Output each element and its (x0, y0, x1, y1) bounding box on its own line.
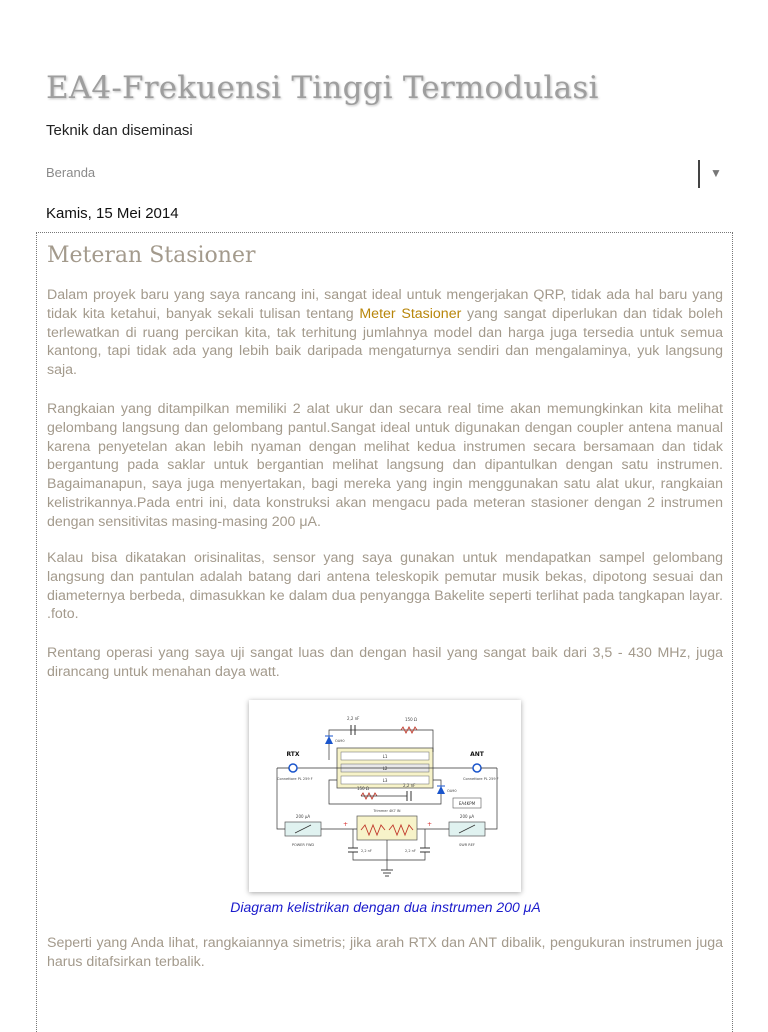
cap-mid-label: 2,2 nF (403, 783, 416, 788)
power-label: POWER FWD (291, 843, 315, 847)
svg-text:+: + (343, 821, 349, 828)
svg-text:+: + (427, 821, 433, 828)
blog-title[interactable]: EA4-Frekuensi Tinggi Termodulasi (46, 70, 599, 106)
meter-right-label: 200 μA (459, 814, 475, 819)
circuit-diagram-image[interactable] (249, 700, 521, 892)
nav-bar (46, 164, 722, 190)
line-label-l1: L1 (382, 754, 388, 759)
circuit-diagram (257, 708, 513, 884)
p1-text-after: yang sangat diperlukan dan tidak boleh terlewatkan di ruang percikan kita, tak terhitung jumlahnya model dan harga juga tersedia untuk semua kantong, tapi tidak ada yang lebih baik daripada mengaturnya sendiri dan mengalaminya, yuk langsung saja. (47, 305, 723, 379)
paragraph-2: Rangkaian yang ditampilkan memiliki 2 alat ukur dan secara real time akan memungkinkan kita melihat gelombang langsung dan gelombang pantul.Sangat ideal untuk digunakan dengan coupler antena manual karena penyetelan akan lebih nyaman dengan melihat kedua instrumen secara bersamaan dan tidak bergantung pada saklar untuk bergantian melihat langsung dan dipantulkan dengan satu instrumen. Bagaimanapun, saya juga menyertakan, bagi mereka yang ingin menggunakan satu alat ukur, rangkaian kelistrikannya.Pada entri ini, data konstruksi akan mengacu pada meteran stasioner dengan 2 instrumen dengan sensitivitas masing-masing 200 μA. (47, 401, 723, 530)
line-label-l2: L2 (382, 766, 388, 771)
post-container (36, 232, 733, 1032)
nav-home-link[interactable]: Beranda (46, 165, 96, 180)
diode-top-label: OA90 (335, 739, 345, 743)
swr-label: SWR REF (459, 843, 475, 847)
post-date: Kamis, 15 Mei 2014 (46, 205, 179, 222)
nav-divider (698, 160, 700, 188)
figure-caption: Diagram kelistrikan dengan dua instrumen 200 μA (230, 899, 541, 915)
conn-left-label: Connettore PL 259 F (277, 777, 313, 781)
paragraph-3: Kalau bisa dikatakan orisinalitas, sensor yang saya gunakan untuk mendapatkan sampel gelombang langsung dan pantulan adalah batang dari antena teleskopik pemutar musik bekas, dipotong sesuai dan diameternya berbeda, dimasukkan ke dalam dua penyangga Bakelite seperti terlihat pada tangkapan layar. .foto. (47, 550, 723, 623)
blog-description: Teknik dan diseminasi (46, 122, 193, 139)
ant-connector (473, 764, 481, 772)
trimmer-label: Trimmer 4K7 IN (373, 809, 401, 813)
meter-stasioner-link[interactable]: Meter Stasioner (359, 305, 462, 322)
rtx-label: RTX (286, 751, 300, 758)
caret-down-icon[interactable]: ▼ (710, 166, 722, 180)
res-top-label: 150 Ω (405, 717, 417, 722)
ant-label: ANT (470, 751, 484, 758)
callsign-label: EA4KPM (458, 801, 476, 806)
paragraph-5: Seperti yang Anda lihat, rangkaiannya simetris; jika arah RTX dan ANT dibalik, pengukuran instrumen juga harus ditafsirkan terbalik. (47, 935, 723, 970)
meter-left-label: 200 μA (295, 814, 311, 819)
diode-bot-label: OA90 (447, 789, 457, 793)
conn-right-label: Connettore PL 259 F (463, 777, 499, 781)
p1-text-before: Dalam proyek baru yang saya rancang ini, sangat ideal untuk mengerjakan QRP, tidak ada hal baru yang tidak kita ketahui, banyak sekali tulisan tentang (47, 287, 723, 322)
cap-top-label: 2,2 nF (347, 716, 360, 721)
paragraph-1 (47, 286, 723, 380)
cap-br-label: 2,2 nF (405, 849, 416, 853)
cap-bl-label: 2,2 nF (361, 849, 372, 853)
post-title[interactable]: Meteran Stasioner (47, 243, 256, 268)
res-mid-label: 150 Ω (357, 786, 369, 791)
rtx-connector (289, 764, 297, 772)
paragraph-4: Rentang operasi yang saya uji sangat luas dan dengan hasil yang sangat baik dari 3,5 - 430 MHz, juga dirancang untuk menahan daya watt. (47, 645, 723, 680)
line-label-l3: L3 (382, 778, 388, 783)
